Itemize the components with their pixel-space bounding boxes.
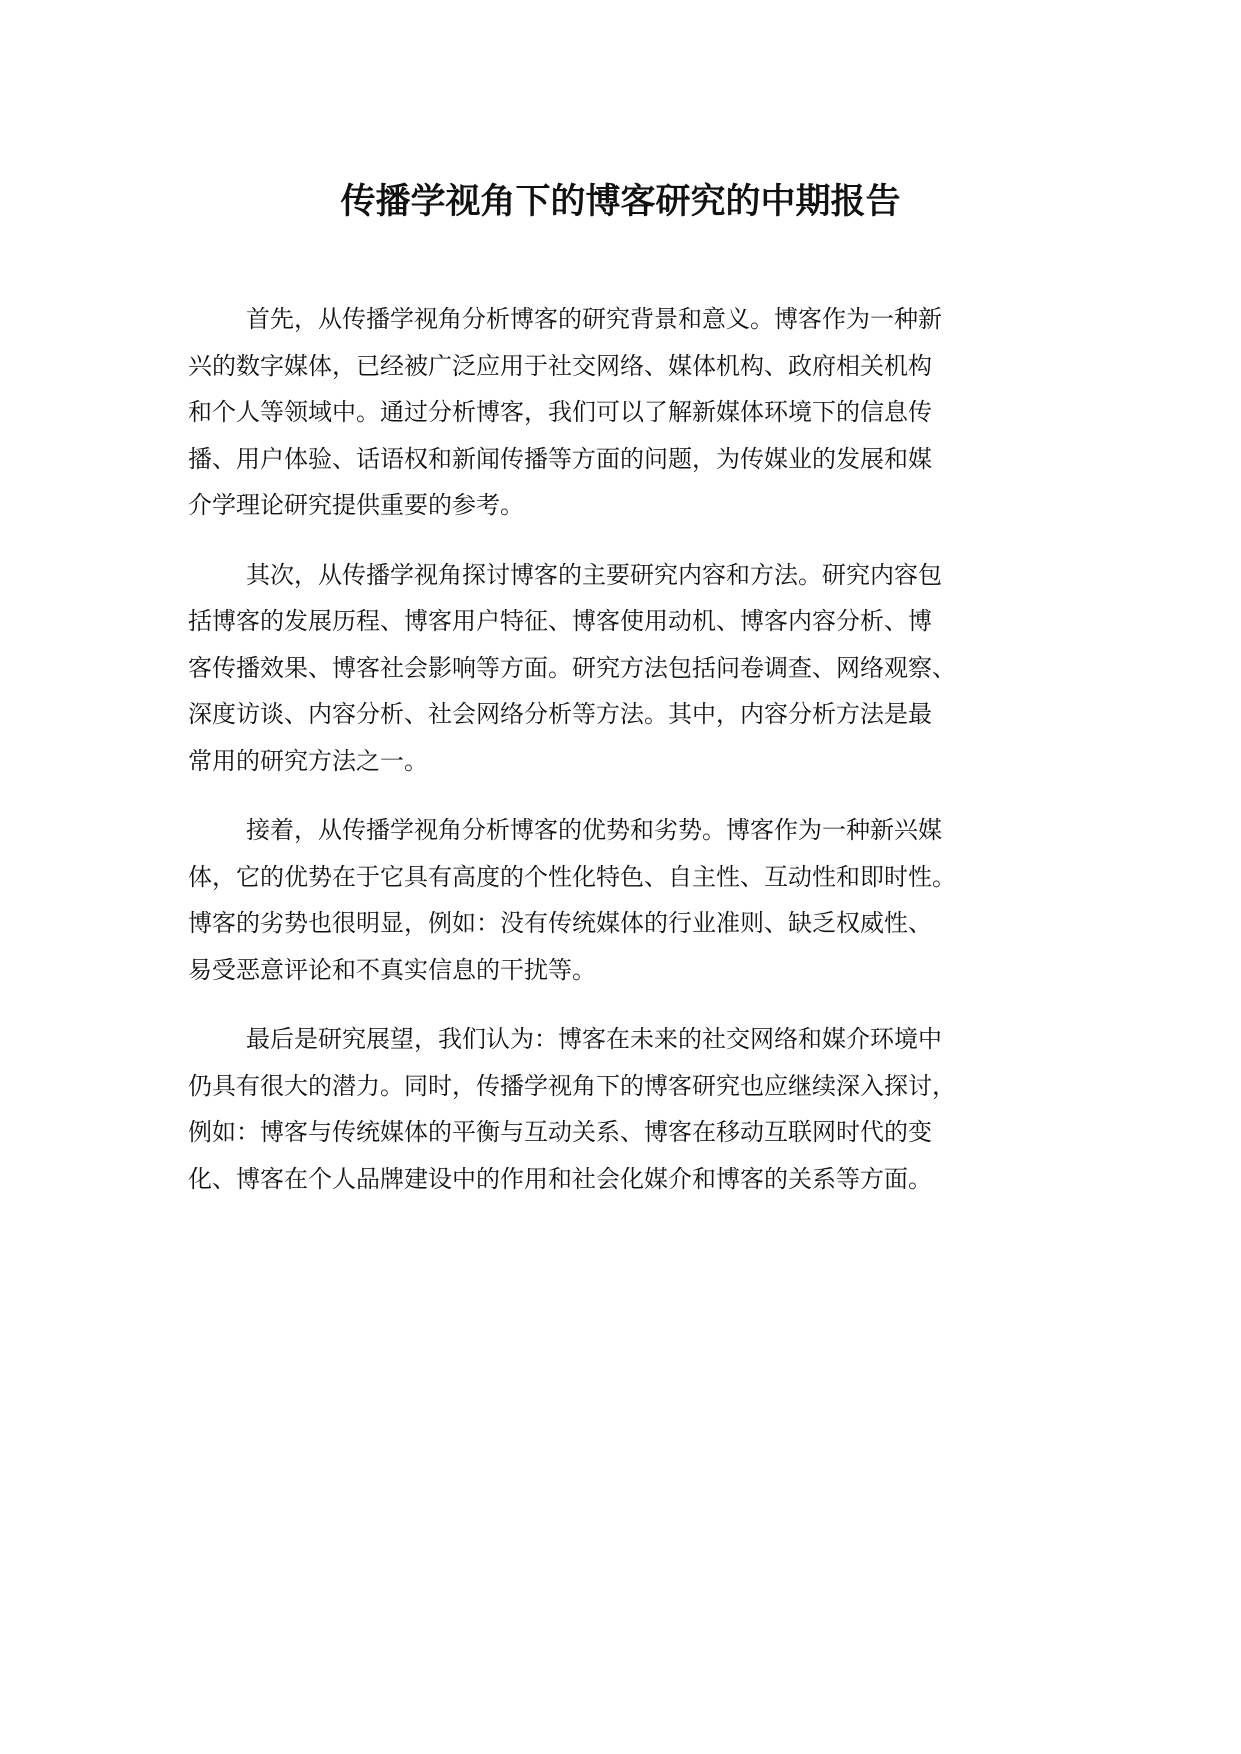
paragraph-background <box>188 296 1088 529</box>
paragraph-line: 客传播效果、博客社会影响等方面。研究方法包括问卷调查、网络观察、 <box>188 653 956 682</box>
paragraph-line: 博客的劣势也很明显，例如：没有传统媒体的行业准则、缺乏权威性、 <box>188 909 932 937</box>
paragraph-line: 化、博客在个人品牌建设中的作用和社会化媒介和博客的关系等方面。 <box>188 1164 932 1193</box>
paragraph-line: 易受恶意评论和不真实信息的干扰等。 <box>188 955 596 984</box>
paragraph-line: 深度访谈、内容分析、社会网络分析等方法。其中，内容分析方法是最 <box>188 700 932 728</box>
paragraph-line: 其次，从传播学视角探讨博客的主要研究内容和方法。研究内容包 <box>246 560 942 589</box>
paragraph-line: 兴的数字媒体，已经被广泛应用于社交网络、媒体机构、政府相关机构 <box>188 351 932 380</box>
paragraph-content-methods <box>188 552 1088 785</box>
paragraph-line: 接着，从传播学视角分析博客的优势和劣势。博客作为一种新兴媒 <box>246 816 942 844</box>
paragraph-line: 常用的研究方法之一。 <box>188 746 428 775</box>
paragraph-outlook <box>188 1016 1088 1202</box>
document-title: 传播学视角下的博客研究的中期报告 <box>340 182 901 222</box>
paragraph-line: 体，它的优势在于它具有高度的个性化特色、自主性、互动性和即时性。 <box>188 862 956 891</box>
document-body <box>188 296 1088 1225</box>
paragraph-line: 例如：博客与传统媒体的平衡与互动关系、博客在移动互联网时代的变 <box>188 1118 932 1146</box>
paragraph-line: 介学理论研究提供重要的参考。 <box>188 491 524 519</box>
paragraph-line: 仍具有很大的潜力。同时，传播学视角下的博客研究也应继续深入探讨， <box>188 1071 956 1100</box>
paragraph-line: 和个人等领域中。通过分析博客，我们可以了解新媒体环境下的信息传 <box>188 398 932 426</box>
paragraph-line: 播、用户体验、话语权和新闻传播等方面的问题，为传媒业的发展和媒 <box>188 444 932 473</box>
paragraph-line: 首先，从传播学视角分析博客的研究背景和意义。博客作为一种新 <box>246 305 942 333</box>
paragraph-line: 括博客的发展历程、博客用户特征、博客使用动机、博客内容分析、博 <box>188 607 932 635</box>
paragraph-pros-cons <box>188 807 1088 993</box>
paragraph-line: 最后是研究展望，我们认为：博客在未来的社交网络和媒介环境中 <box>246 1025 942 1053</box>
